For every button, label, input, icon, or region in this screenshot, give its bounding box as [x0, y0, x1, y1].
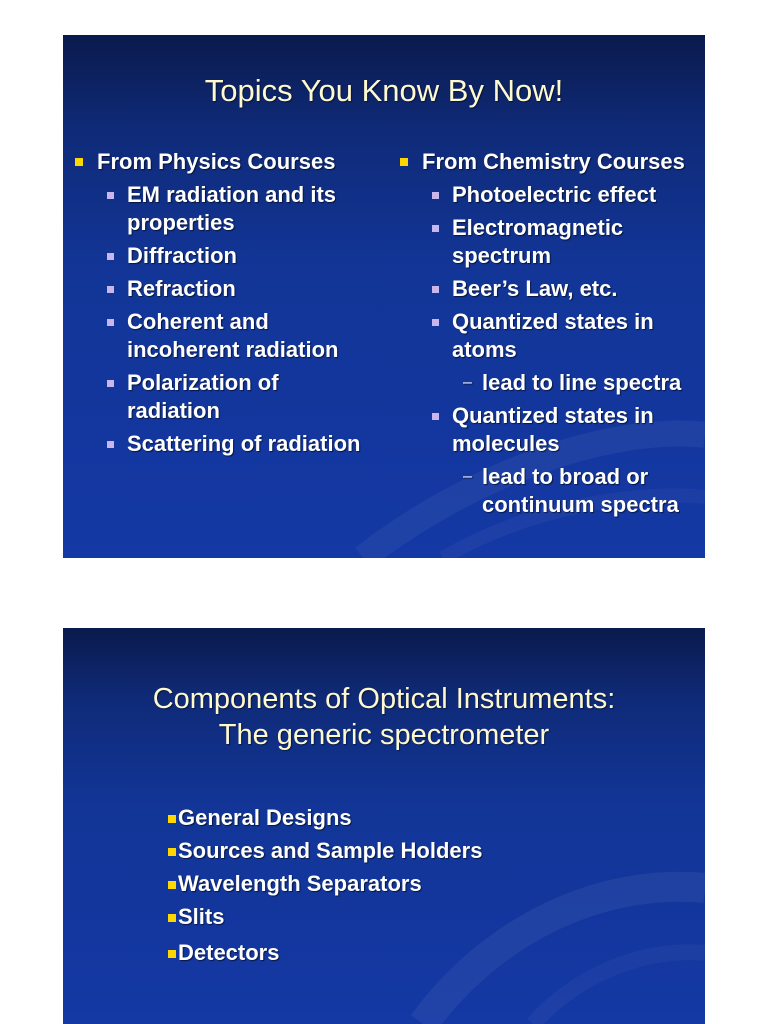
square-bullet-icon	[432, 225, 439, 232]
dash-bullet-icon: –	[463, 468, 472, 485]
list-item-text: EM radiation and its properties	[127, 182, 337, 235]
square-bullet-icon	[168, 848, 176, 856]
list-item	[400, 402, 700, 458]
list-item-text: Diffraction	[127, 243, 237, 268]
sub-list-item	[400, 463, 700, 519]
square-bullet-icon	[400, 158, 408, 166]
list-item-text: Coherent and incoherent radiation	[127, 309, 339, 362]
list-item	[165, 903, 482, 931]
slide-title: Topics You Know By Now!	[204, 73, 564, 108]
list-item	[75, 242, 375, 270]
list-item	[75, 275, 375, 303]
square-bullet-icon	[432, 286, 439, 293]
physics-heading-text: From Physics Courses	[97, 149, 336, 174]
list-item	[400, 308, 700, 364]
slide-title	[63, 681, 705, 753]
chemistry-column	[400, 148, 700, 524]
dash-bullet-icon: –	[463, 374, 472, 391]
list-item-text: Wavelength Separators	[178, 871, 422, 896]
square-bullet-icon	[168, 815, 176, 823]
square-bullet-icon	[168, 881, 176, 889]
square-bullet-icon	[107, 253, 114, 260]
list-item	[400, 214, 700, 270]
list-item	[400, 181, 700, 209]
list-item-text: Electromagnetic spectrum	[452, 215, 624, 268]
square-bullet-icon	[168, 950, 176, 958]
chemistry-heading	[400, 148, 700, 176]
list-item-text: General Designs	[178, 805, 352, 830]
square-bullet-icon	[168, 914, 176, 922]
list-item	[75, 181, 375, 237]
square-bullet-icon	[75, 158, 83, 166]
list-item	[165, 939, 482, 967]
square-bullet-icon	[432, 319, 439, 326]
physics-heading	[75, 148, 375, 176]
square-bullet-icon	[107, 319, 114, 326]
list-item-text: Slits	[178, 904, 225, 929]
list-item-text: Detectors	[178, 940, 280, 965]
sub-list-item	[400, 369, 700, 397]
square-bullet-icon	[107, 441, 114, 448]
square-bullet-icon	[107, 380, 114, 387]
square-bullet-icon	[432, 413, 439, 420]
list-item	[75, 308, 375, 364]
list-item-text: Scattering of radiation	[127, 431, 361, 456]
list-item	[165, 870, 482, 898]
list-item	[400, 275, 700, 303]
list-item-text: Quantized states in atoms	[452, 309, 654, 362]
list-item	[75, 430, 375, 458]
title-line-1: Components of Optical Instruments:	[152, 683, 616, 715]
list-item-text: Photoelectric effect	[452, 182, 657, 207]
list-item	[165, 804, 482, 832]
sub-list-item-text: lead to broad or continuum spectra	[482, 464, 679, 517]
list-item	[165, 837, 482, 865]
list-item-text: Refraction	[127, 276, 236, 301]
list-item-text: Beer’s Law, etc.	[452, 276, 618, 301]
square-bullet-icon	[107, 192, 114, 199]
components-list	[165, 804, 482, 972]
list-item	[75, 369, 375, 425]
physics-column	[75, 148, 375, 463]
title-line-2: The generic spectrometer	[218, 719, 550, 751]
slide-topics	[63, 35, 705, 558]
list-item-text: Quantized states in molecules	[452, 403, 654, 456]
square-bullet-icon	[107, 286, 114, 293]
sub-list-item-text: lead to line spectra	[482, 370, 682, 395]
slide-components	[63, 628, 705, 1024]
list-item-text: Sources and Sample Holders	[178, 838, 483, 863]
list-item-text: Polarization of radiation	[127, 370, 279, 423]
chemistry-heading-text: From Chemistry Courses	[422, 149, 685, 174]
square-bullet-icon	[432, 192, 439, 199]
